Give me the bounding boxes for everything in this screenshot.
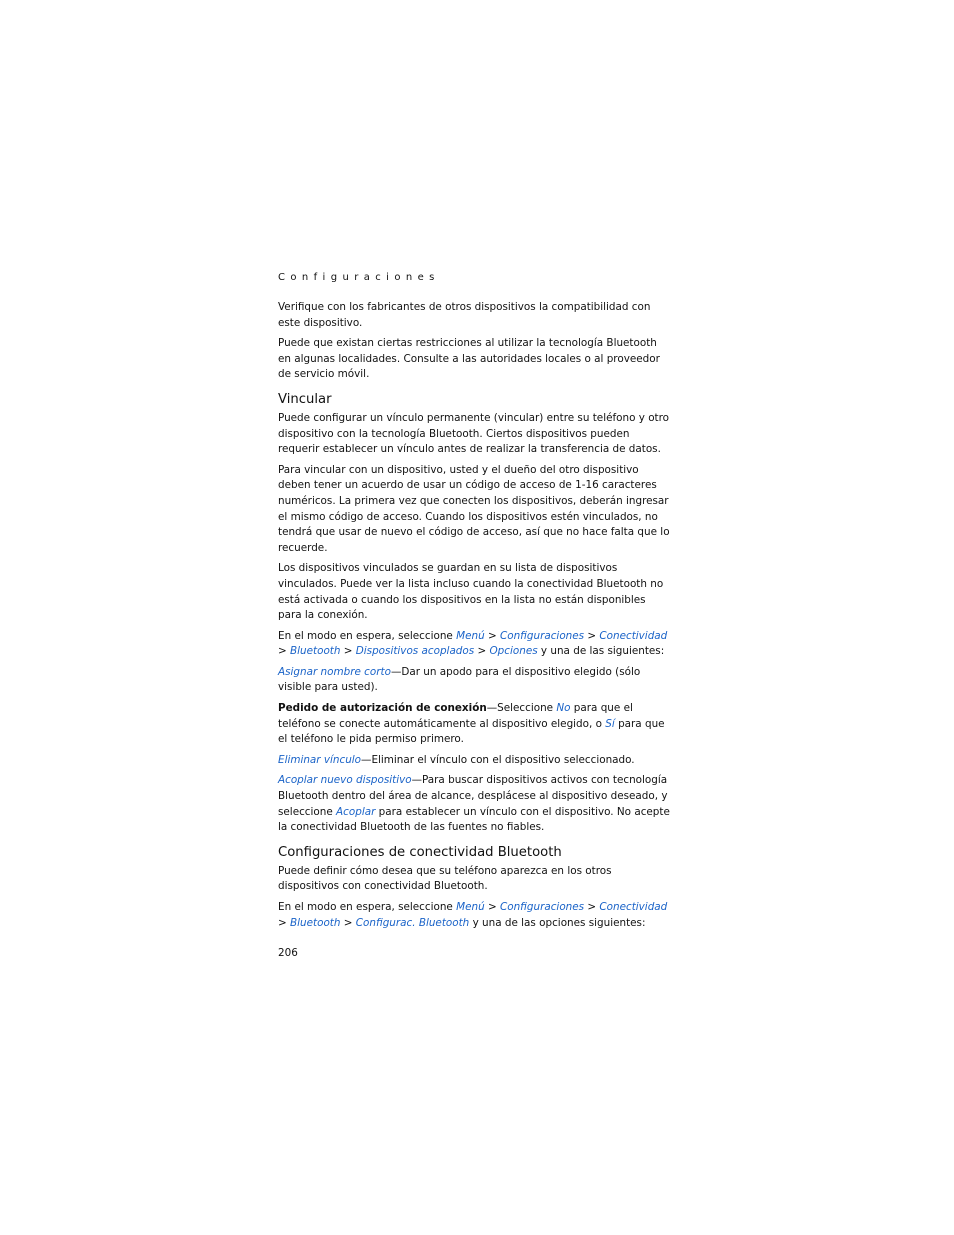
- text: y una de las opciones siguientes:: [469, 916, 646, 929]
- menu-link-menu: Menú: [456, 629, 485, 642]
- option-name: Eliminar vínculo: [278, 753, 362, 766]
- option-description: para establecer un vínculo con el dispositivo. No acepte la conectividad Bluetooth de las fuentes no fiables.: [278, 805, 670, 834]
- text: y una de las siguientes:: [537, 645, 665, 658]
- option-value-no: No: [556, 702, 571, 715]
- document-page: [278, 272, 670, 936]
- text: En el modo en espera, seleccione: [278, 629, 457, 642]
- paragraph: Verifique con los fabricantes de otros dispositivos la compatibilidad con este dispositivo.: [278, 301, 651, 329]
- option-pedido-autorizacion: [278, 701, 670, 748]
- separator: >: [340, 645, 356, 658]
- option-eliminar-vinculo: [278, 753, 670, 769]
- separator: >: [474, 645, 490, 658]
- menu-link-configuraciones: Configuraciones: [499, 901, 585, 913]
- paragraph: Puede que existan ciertas restricciones al utilizar la tecnología Bluetooth en algunas localidades. Consulte a las autoridades locales o al proveedor de servicio móvil.: [278, 337, 660, 381]
- section-heading-vincular: Vincular: [278, 391, 332, 407]
- option-acoplar-nuevo-dispositivo: [278, 773, 670, 835]
- page-number: 206: [278, 947, 298, 959]
- menu-link-bluetooth: Bluetooth: [290, 916, 341, 929]
- menu-path-paragraph: [278, 629, 670, 660]
- menu-link-opciones: Opciones: [489, 645, 538, 658]
- option-value-si: Sí: [605, 717, 615, 730]
- separator: >: [584, 629, 600, 642]
- separator: >: [584, 901, 600, 913]
- paragraph: Puede definir cómo desea que su teléfono aparezca en los otros dispositivos con conectividad Bluetooth.: [278, 864, 612, 893]
- menu-path-paragraph: [278, 900, 670, 931]
- separator: >: [278, 645, 291, 658]
- option-description: —Seleccione: [486, 702, 557, 715]
- option-name: Acoplar nuevo dispositivo: [278, 774, 412, 787]
- separator: >: [484, 901, 500, 913]
- option-value-acoplar: Acoplar: [336, 805, 376, 818]
- option-description: —Para buscar dispositivos activos con tecnología Bluetooth dentro del área de alcance, desplácese al dispositivo deseado, y seleccione: [278, 774, 668, 818]
- menu-link-configuraciones: Configuraciones: [499, 629, 585, 642]
- paragraph: Para vincular con un dispositivo, usted y el dueño del otro dispositivo deben tener un acuerdo de usar un código de acceso de 1-16 caracteres numéricos. La primera vez que conecten los dispositivos, deberán ingresar el mismo código de acceso. Cuando los dispositivos estén vinculados, no tendrá que usar de nuevo el código de acceso, así que no hace falta que lo recuerde.: [278, 463, 670, 554]
- menu-link-conectividad: Conectividad: [599, 901, 668, 913]
- menu-link-menu: Menú: [456, 901, 485, 913]
- menu-link-bluetooth: Bluetooth: [290, 645, 341, 658]
- menu-link-dispositivos-acoplados: Dispositivos acoplados: [355, 645, 475, 658]
- section-heading-config-bluetooth: Configuraciones de conectividad Bluetooth: [278, 844, 562, 860]
- separator: >: [278, 916, 291, 929]
- paragraph: Los dispositivos vinculados se guardan en su lista de dispositivos vinculados. Puede ver la lista incluso cuando la conectividad Bluetooth no está activada o cuando los dispositivos en la lista no están disponibles para la conexión.: [278, 562, 664, 622]
- option-name: Asignar nombre corto: [278, 665, 391, 678]
- separator: >: [340, 916, 356, 929]
- running-header: Configuraciones: [278, 272, 440, 283]
- option-description: —Eliminar el vínculo con el dispositivo seleccionado.: [361, 753, 635, 766]
- option-name: Pedido de autorización de conexión: [278, 702, 487, 715]
- text: En el modo en espera, seleccione: [278, 901, 457, 913]
- menu-link-configurac-bluetooth: Configurac. Bluetooth: [355, 916, 470, 929]
- option-description: para que el teléfono le pida permiso primero.: [278, 717, 665, 746]
- option-asignar-nombre-corto: [278, 665, 670, 696]
- separator: >: [484, 629, 500, 642]
- option-description: —Dar un apodo para el dispositivo elegido (sólo visible para usted).: [278, 665, 641, 694]
- paragraph: Puede configurar un vínculo permanente (vincular) entre su teléfono y otro dispositivo con la tecnología Bluetooth. Ciertos dispositivos pueden requerir establecer un vínculo antes de realizar la transferencia de datos.: [278, 411, 670, 456]
- menu-link-conectividad: Conectividad: [599, 629, 668, 642]
- option-description: para que el teléfono se conecte automáticamente al dispositivo elegido, o: [278, 702, 633, 730]
